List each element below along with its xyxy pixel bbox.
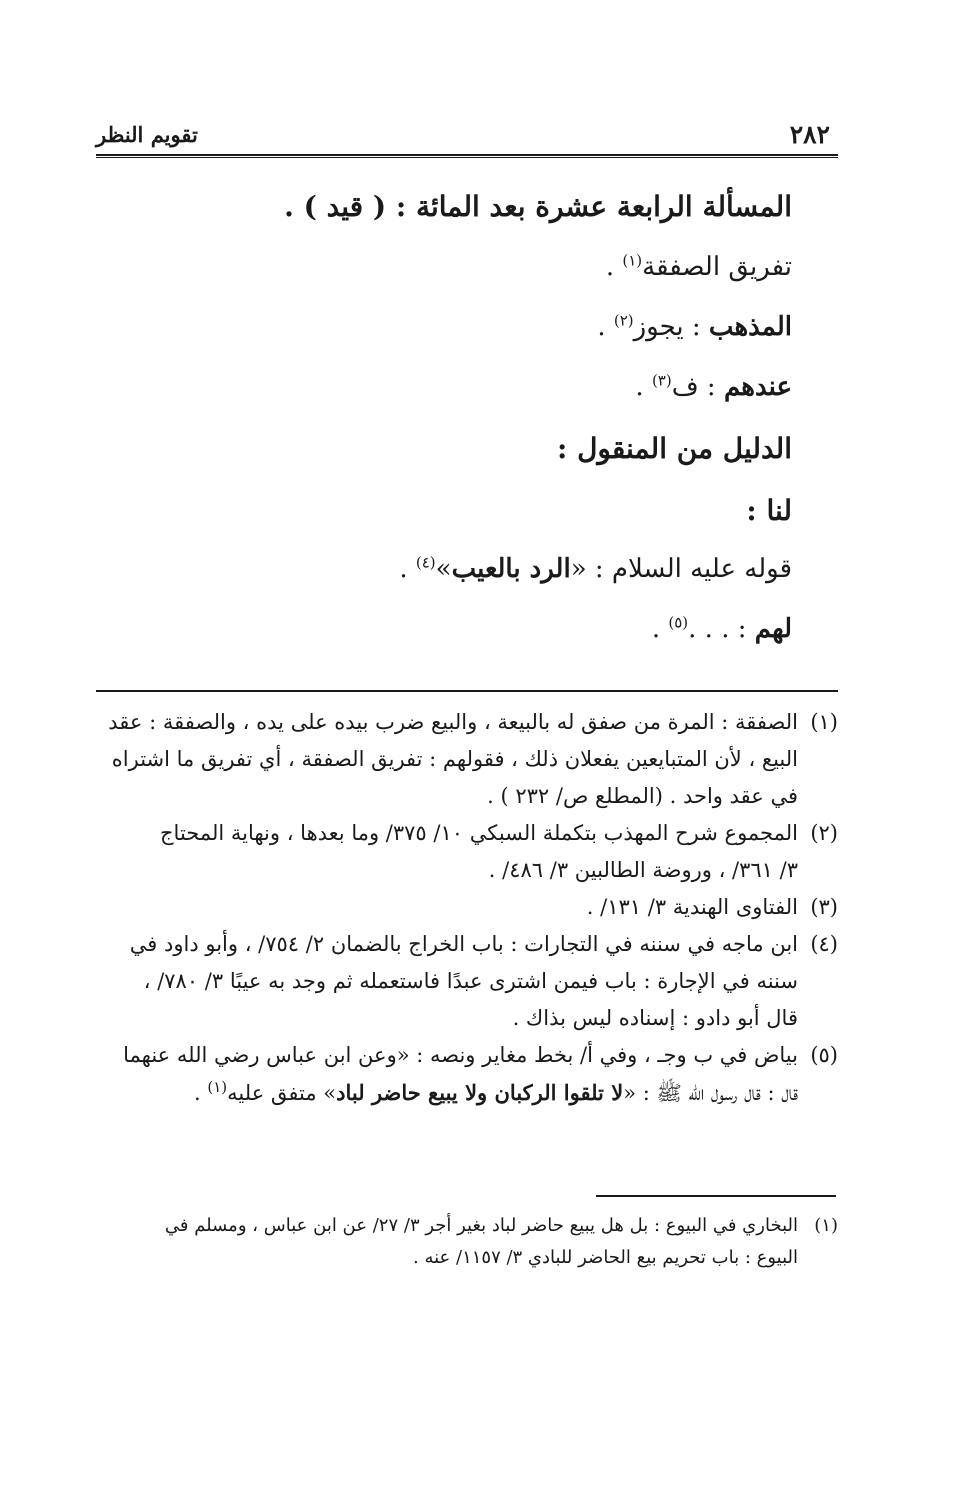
footnote-text: قال : قال رسول الله ﷺ : « (623, 1081, 798, 1105)
lahum-value: : . . . (688, 614, 755, 644)
footnote-line (98, 1074, 798, 1112)
subfootnote-line: البيوع : باب تحريم بيع الحاضر للبادي ٣/ ١١٥٧/ عنه . (413, 1247, 798, 1268)
hadith-end: . (399, 554, 416, 584)
topic-end: . (605, 252, 623, 282)
madhab-label: المذهب (708, 312, 792, 342)
madhab-end: . (597, 312, 614, 342)
indahum-line (635, 372, 792, 402)
footnote-mark: (٢) (613, 311, 634, 330)
footnote-mark: (٣) (651, 371, 672, 390)
footnote-number: (٤) (810, 932, 838, 956)
book-title: تقويم النظر (96, 122, 198, 147)
footnote-line: في عقد واحد . (المطلع ص/ ٢٣٢ ) . (487, 784, 798, 808)
lahum-line (652, 614, 792, 644)
footnote-1 (98, 704, 838, 815)
subfootnote-separator (596, 1195, 836, 1197)
footnote-mark: (٥) (668, 613, 689, 632)
lahum-end: . (651, 614, 669, 644)
hadith-line (399, 554, 792, 584)
subfootnote (98, 1210, 838, 1274)
evidence-heading: الدليل من المنقول : (556, 432, 792, 465)
footnote-number: (١) (810, 710, 838, 734)
issue-heading: المسألة الرابعة عشرة بعد المائة : ( قيد ) . (284, 190, 792, 223)
footnote-line: سننه في الإجارة : باب فيمن اشترى عبدًا فاستعمله ثم وجد به عيبًا ٣/ ٧٨٠/ ، (143, 969, 798, 993)
footnote-text: » متفق عليه (227, 1081, 337, 1105)
topic-line (606, 252, 792, 282)
hadith-close: » (435, 554, 452, 584)
footnote-number: (٥) (810, 1043, 838, 1067)
footnote-line: الفتاوى الهندية ٣/ ١٣١/ . (586, 895, 798, 919)
footnote-4 (98, 926, 838, 1037)
subfootnote-line: البخاري في البيوع : بل هل يبيع حاضر لباد بغير أجر ٣/ ٢٧/ عن ابن عباس ، ومسلم في (164, 1215, 798, 1236)
subfootnote-number: (١) (814, 1215, 838, 1236)
footnote-line: البيع ، لأن المتبايعين يفعلان ذلك ، فقولهم : تفريق الصفقة ، أي تفريق ما اشتراه (111, 747, 798, 771)
footnote-number: (٢) (810, 821, 838, 845)
footnote-5 (98, 1037, 838, 1112)
footnote-2 (98, 815, 838, 889)
footnotes (98, 704, 838, 1112)
footnote-number: (٣) (810, 895, 838, 919)
page-number: ٢٨٢ (789, 120, 830, 149)
footnote-text: . (194, 1081, 208, 1105)
header-rule (96, 154, 838, 158)
footnote-line: بياض في ب وجـ ، وفي أ/ بخط مغاير ونصه : «وعن ابن عباس رضي الله عنهما (123, 1043, 798, 1067)
footnote-line: المجموع شرح المهذب بتكملة السبكي ١٠/ ٣٧٥/ وما بعدها ، ونهاية المحتاج (159, 821, 798, 845)
topic-text: تفريق الصفقة (642, 252, 792, 282)
footnote-mark: (١) (207, 1078, 228, 1096)
hadith-intro: قوله عليه السلام : « (570, 554, 792, 584)
madhab-value: : يجوز (633, 312, 709, 342)
footnote-line: قال أبو دادو : إسناده ليس بذاك . (512, 1006, 798, 1030)
indahum-end: . (635, 372, 652, 402)
indahum-label: عندهم (723, 372, 792, 402)
indahum-value: : ف (671, 372, 724, 402)
footnote-line: ٣/ ٣٦١/ ، وروضة الطالبين ٣/ ٤٨٦/ . (488, 858, 798, 882)
footnote-mark: (١) (622, 251, 643, 270)
hadith-text: الرد بالعيب (451, 554, 571, 584)
footnote-mark: (٤) (415, 553, 436, 572)
footnote-separator (96, 690, 838, 692)
footnote-3 (98, 889, 838, 926)
hadith-quote: لا تلقوا الركبان ولا يبيع حاضر لباد (336, 1080, 624, 1105)
lahum-label: لهم (754, 614, 792, 644)
footnote-line: ابن ماجه في سننه في التجارات : باب الخراج بالضمان ٢/ ٧٥٤/ ، وأبو داود في (129, 932, 798, 956)
madhab-line (597, 312, 792, 342)
lana-label: لنا : (746, 494, 792, 527)
footnote-line: الصفقة : المرة من صفق له بالبيعة ، والبيع ضرب بيده على يده ، والصفقة : عقد (108, 710, 798, 734)
